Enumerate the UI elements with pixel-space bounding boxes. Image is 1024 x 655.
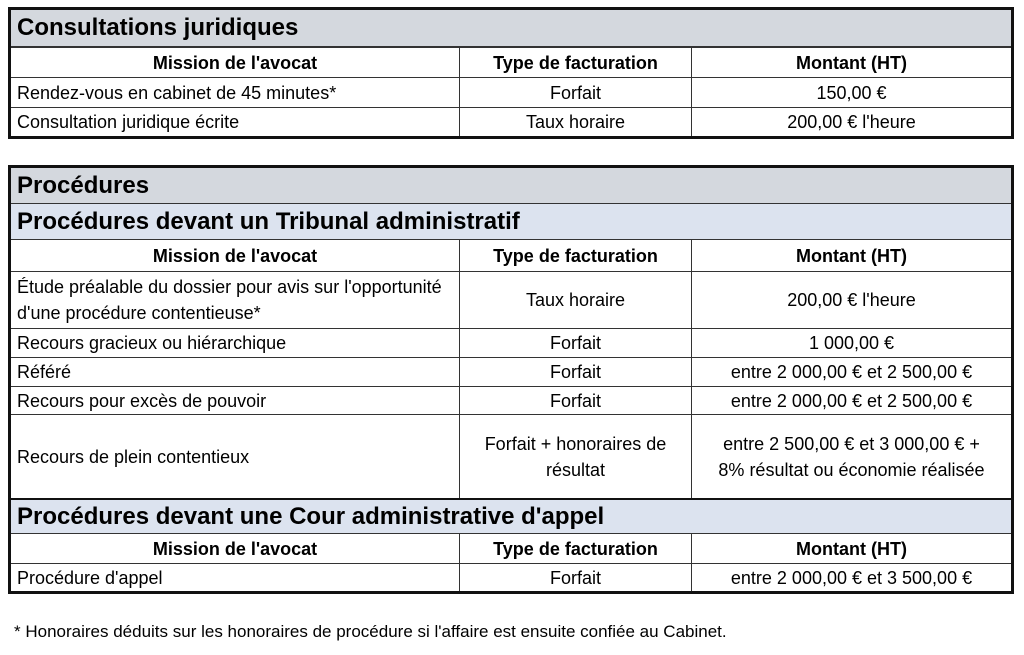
procedures-title: Procédures — [11, 168, 1011, 204]
mission-cell: Recours de plein contentieux — [11, 415, 460, 498]
amount-cell: entre 2 000,00 € et 2 500,00 € — [730, 362, 973, 382]
consultations-header-row — [11, 47, 1011, 77]
header-mission: Mission de l'avocat — [11, 48, 460, 77]
header-amount: Montant (HT) — [796, 538, 907, 559]
mission-cell: Recours gracieux ou hiérarchique — [11, 329, 460, 357]
table-row — [11, 414, 1011, 498]
table-row — [11, 107, 1011, 136]
amount-cell: entre 2 500,00 € et 3 000,00 € + 8% résultat ou économie réalisée — [718, 433, 985, 480]
type-cell: Forfait — [460, 387, 692, 414]
header-mission: Mission de l'avocat — [11, 534, 460, 563]
table-row — [11, 77, 1011, 107]
tribunal-title: Procédures devant un Tribunal administratif — [11, 204, 1011, 240]
mission-cell: Référé — [11, 358, 460, 386]
amount-cell: entre 2 000,00 € et 3 500,00 € — [730, 567, 973, 588]
consultations-title: Consultations juridiques — [11, 10, 1011, 47]
amount-cell: entre 2 000,00 € et 2 500,00 € — [730, 390, 973, 411]
table-row — [11, 357, 1011, 386]
type-cell: Forfait + honoraires de résultat — [460, 415, 692, 498]
consultations-table — [8, 7, 1014, 139]
amount-cell: 200,00 € l'heure — [787, 290, 916, 310]
amount-cell: 200,00 € l'heure — [787, 112, 916, 132]
type-cell: Forfait — [460, 358, 692, 386]
header-type: Type de facturation — [460, 534, 692, 563]
table-row — [11, 563, 1011, 591]
amount-cell: 150,00 € — [816, 82, 887, 103]
type-cell: Forfait — [460, 564, 692, 591]
type-cell: Taux horaire — [460, 108, 692, 136]
type-cell: Forfait — [460, 78, 692, 107]
tribunal-header-row — [11, 240, 1011, 271]
type-cell: Forfait — [460, 329, 692, 357]
table-row — [11, 328, 1011, 357]
header-mission: Mission de l'avocat — [11, 240, 460, 271]
mission-cell: Rendez-vous en cabinet de 45 minutes* — [11, 78, 460, 107]
cour-header-row — [11, 534, 1011, 563]
type-cell: Taux horaire — [460, 272, 692, 328]
table-row — [11, 271, 1011, 328]
footnote: * Honoraires déduits sur les honoraires de procédure si l'affaire est ensuite confiée au Cabinet. — [14, 622, 727, 641]
mission-cell: Procédure d'appel — [11, 564, 460, 591]
header-amount: Montant (HT) — [796, 52, 907, 73]
table-row — [11, 386, 1011, 414]
header-type: Type de facturation — [460, 240, 692, 271]
mission-cell: Étude préalable du dossier pour avis sur l'opportunité d'une procédure contentieuse* — [11, 272, 460, 328]
mission-cell: Consultation juridique écrite — [11, 108, 460, 136]
cour-title: Procédures devant une Cour administrative d'appel — [11, 498, 1011, 534]
header-amount: Montant (HT) — [796, 245, 907, 266]
header-type: Type de facturation — [460, 48, 692, 77]
mission-cell: Recours pour excès de pouvoir — [11, 387, 460, 414]
procedures-table — [8, 165, 1014, 594]
amount-cell: 1 000,00 € — [808, 333, 895, 353]
